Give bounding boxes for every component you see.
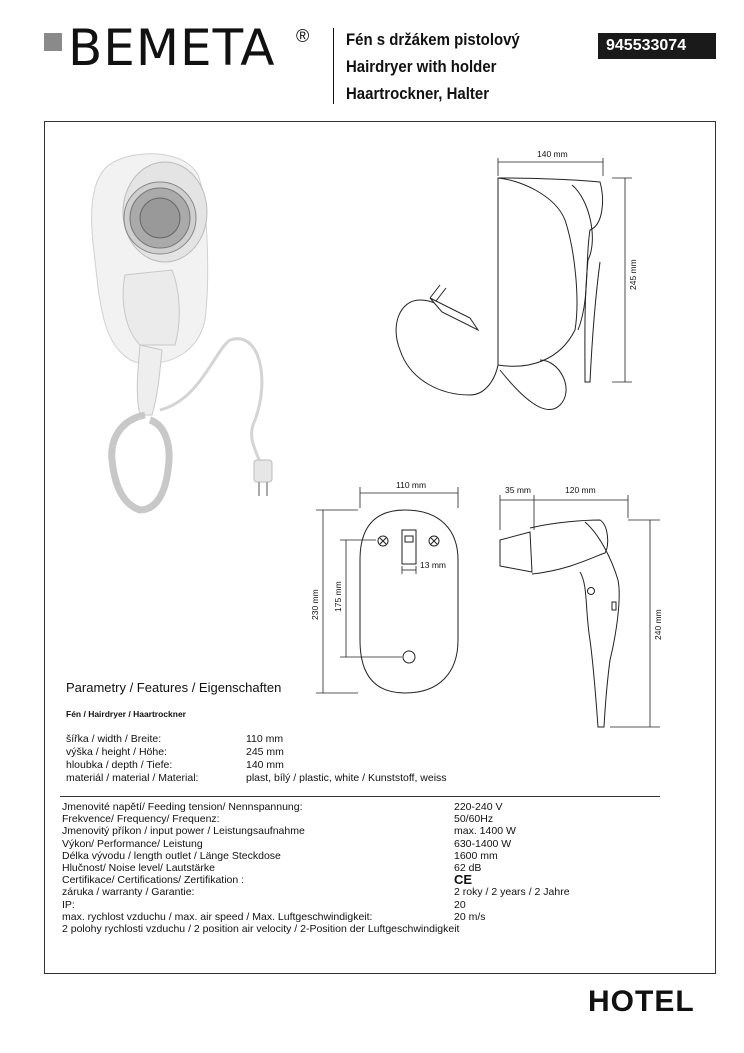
ce-mark: CE xyxy=(454,872,473,888)
spec-key: 2 polohy rychlosti vzduchu / 2 position air velocity / 2-Position der Luftgeschwindigkeit xyxy=(62,923,460,936)
product-code: 945533074 xyxy=(598,33,716,59)
dim-top-width xyxy=(498,158,603,176)
param-key: materiál / material / Material: xyxy=(66,772,199,784)
spec-value: 50/60Hz xyxy=(454,813,494,826)
spec-row xyxy=(62,911,570,923)
dim-label-front-height: 230 mm xyxy=(310,589,320,620)
spec-value: max. 1400 W xyxy=(454,825,516,838)
spec-value: 62 dB xyxy=(454,862,482,875)
parameters-table xyxy=(66,733,447,785)
brand-logo: BEMETA xyxy=(68,19,276,77)
dim-label-side-nozzle: 35 mm xyxy=(505,485,531,495)
spec-row xyxy=(62,923,570,935)
spec-value: 2 roky / 2 years / 2 Jahre xyxy=(454,886,570,899)
spec-key: záruka / warranty / Garantie: xyxy=(62,886,195,899)
spec-row xyxy=(62,899,570,911)
param-value: plast, bílý / plastic, white / Kunststoff, weiss xyxy=(246,772,447,784)
spec-value: 220-240 V xyxy=(454,801,503,813)
title-de: Haartrockner, Halter xyxy=(346,84,490,103)
spec-value: 630-1400 W xyxy=(454,837,512,850)
spec-key: max. rychlost vzduchu / max. air speed / Max. Luftgeschwindigkeit: xyxy=(62,910,373,923)
spec-row xyxy=(62,886,570,898)
side-view-with-cable xyxy=(396,178,602,410)
features-subtitle: Fén / Hairdryer / Haartrockner xyxy=(66,709,186,719)
dim-label-front-width: 110 mm xyxy=(396,480,427,490)
param-row xyxy=(66,759,447,772)
param-value: 110 mm xyxy=(246,733,284,745)
spec-key: Certifikace/ Certifications/ Zertifikation : xyxy=(62,874,245,887)
spec-row xyxy=(62,838,570,850)
spec-key: Hlučnost/ Noise level/ Lautstärke xyxy=(62,862,215,875)
spec-key: Jmenovité napětí/ Feeding tension/ Nennspannung: xyxy=(62,801,303,813)
spec-key: Frekvence/ Frequency/ Frequenz: xyxy=(62,813,220,826)
dim-side-widths xyxy=(500,495,628,530)
title-en: Hairdryer with holder xyxy=(346,57,497,76)
spec-row xyxy=(62,825,570,837)
dim-label-side-body: 120 mm xyxy=(565,485,596,495)
registered-mark: ® xyxy=(296,26,310,46)
spec-key: Výkon/ Performance/ Leistung xyxy=(62,837,203,850)
param-value: 140 mm xyxy=(246,759,284,771)
dim-front-width xyxy=(360,487,458,508)
spec-key: IP: xyxy=(62,898,75,911)
spec-key: Jmenovitý příkon / input power / Leistungsaufnahme xyxy=(62,825,305,838)
dim-label-front-inner: 175 mm xyxy=(333,581,343,612)
spec-key: Délka vývodu / length outlet / Länge Steckdose xyxy=(62,849,281,862)
spec-row xyxy=(62,801,570,813)
side-view-dryer xyxy=(500,520,619,727)
spec-row xyxy=(62,813,570,825)
spec-value: 20 xyxy=(454,898,466,911)
footer-hotel: HOTEL xyxy=(588,985,695,1018)
dim-front-height xyxy=(316,510,416,693)
dim-label-front-slot: 13 mm xyxy=(420,560,446,570)
param-key: hloubka / depth / Tiefe: xyxy=(66,759,173,771)
param-key: výška / height / Höhe: xyxy=(66,746,167,758)
title-cz: Fén s držákem pistolový xyxy=(346,30,520,49)
param-row xyxy=(66,746,447,759)
spec-value: 1600 mm xyxy=(454,849,498,862)
dim-label-top-width: 140 mm xyxy=(537,149,568,159)
spec-row xyxy=(62,874,570,886)
features-title: Parametry / Features / Eigenschaften xyxy=(66,680,282,695)
param-value: 245 mm xyxy=(246,746,284,758)
dim-label-top-height: 245 mm xyxy=(628,259,638,290)
spec-row xyxy=(62,850,570,862)
param-row xyxy=(66,772,447,785)
product-photo xyxy=(92,154,272,510)
spec-value: 20 m/s xyxy=(454,910,486,923)
spec-row xyxy=(62,862,570,874)
param-row xyxy=(66,733,447,746)
dim-label-side-height: 240 mm xyxy=(653,609,663,640)
section-divider xyxy=(60,796,660,797)
front-view-plate xyxy=(360,510,458,693)
param-key: šířka / width / Breite: xyxy=(66,733,162,745)
specs-table xyxy=(62,801,570,935)
